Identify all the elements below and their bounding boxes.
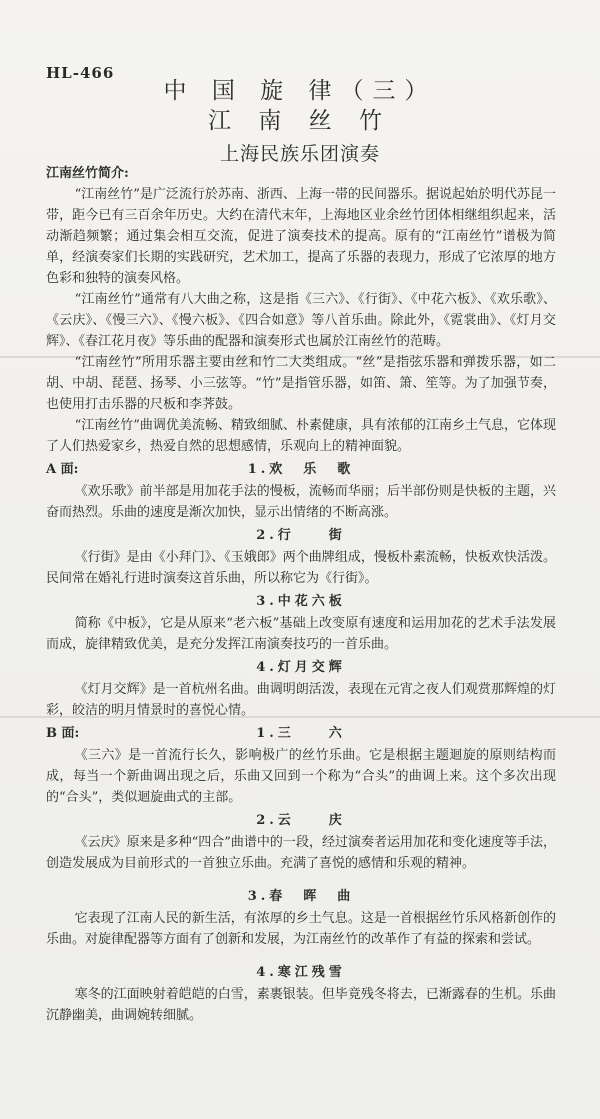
track-description: 《云庆》原来是多种“四合”曲谱中的一段，经过演奏者运用加花和变化速度等手法，创造发展成为目前形式的一首独立乐曲。充满了喜悦的感情和乐观的精神。 [46,835,556,871]
side-a-label: A 面: [46,462,79,477]
track-title: 2.行 街 [256,528,346,543]
intro-paragraph: “江南丝竹”曲调优美流畅、精致细腻、朴素健康，具有浓郁的江南乡土气息，它体现了人们热爱家乡，热爱自然的思想感情，乐观向上的精神面貌。 [46,418,556,454]
side-b-label: B 面: [46,726,80,741]
intro-heading: 江南丝竹简介: [46,166,129,181]
intro-paragraph: “江南丝竹”所用乐器主要由丝和竹二大类组成。“丝”是指弦乐器和弹拨乐器，如二胡、中胡、琵琶、扬琴、小三弦等。“竹”是指管乐器，如笛、箫、笙等。为了加强节奏，也使用打击乐器的尺板和李荠鼓。 [46,355,556,412]
album-title: 中 国 旋 律（三） [163,78,437,104]
track-description: 简称《中板》，它是从原来“老六板”基础上改变原有速度和运用加花的艺术手法发展而成，旋律精致优美，是充分发挥江南演奏技巧的一首乐曲。 [46,616,556,652]
catalog-number: HL-466 [46,64,115,82]
track-description: 它表现了江南人民的新生活，有浓厚的乡土气息。这是一首根据丝竹乐风格新创作的乐曲。对旋律配器等方面有了创新和发展，为江南丝竹的改革作了有益的探索和尝试。 [46,911,556,947]
track-description: 《行街》是由《小拜门》、《玉娥郎》两个曲牌组成，慢板朴素流畅，快板欢快活泼。民间常在婚礼行进时演奏这首乐曲，所以称它为《行街》。 [46,550,556,586]
track-title: 1.三 六 [256,726,346,741]
track-description: 寒冬的江面映射着皑皑的白雪，素裹银装。但毕竟残冬将去，已渐露春的生机。乐曲沉静幽美，曲调婉转细腻。 [46,987,556,1023]
performer-line: 上海民族乐团演奏 [219,143,380,165]
album-subtitle: 江 南 丝 竹 [208,108,392,134]
spacer [46,950,556,960]
track-title: 4.寒江残雪 [256,965,346,980]
intro-paragraph: “江南丝竹”通常有八大曲之称，这是指《三六》、《行街》、《中花六板》、《欢乐歌》、《云庆》、《慢三六》、《慢六板》、《四合如意》等八首乐曲。除此外，《霓裳曲》、《灯月交辉》、《春江花月夜》等乐曲的配器和演奏形式也属於江南丝竹的范畴。 [46,292,556,349]
track-title: 3.春 晖 曲 [247,889,355,904]
track-title: 2.云 庆 [256,813,346,828]
track-description: 《灯月交辉》是一首杭州名曲。曲调明朗活泼，表现在元宵之夜人们观赏那辉煌的灯彩，皎洁的明月情景时的喜悦心情。 [46,682,556,718]
track-title: 1.欢 乐 歌 [247,462,355,477]
intro-paragraph: “江南丝竹”是广泛流行於苏南、浙西、上海一帯的民间器乐。据说起始於明代苏昆一带，距今已有三百余年历史。大约在清代末年，上海地区业余丝竹团体相继组织起来，活动渐趋频繁；通过集会相互交流，促进了演奏技术的提高。原有的“江南丝竹”谱极为简单，经演奏家们长期的实践研究，艺术加工，提高了乐器的表现力，形成了它浓厚的地方色彩和独特的演奏风格。 [46,187,556,286]
side-b-header [46,723,556,745]
track-title: 4.灯月交辉 [256,660,346,675]
side-a-header [46,459,556,481]
track-title: 3.中花六板 [256,594,346,609]
track-description: 《欢乐歌》前半部是用加花手法的慢板，流畅而华丽；后半部份则是快板的主题，兴奋而热烈。乐曲的速度是渐次加快，显示出情绪的不断高涨。 [46,484,556,520]
spacer [46,874,556,884]
track-description: 《三六》是一首流行长久，影响极广的丝竹乐曲。它是根据主题迴旋的原则结构而成，每当一个新曲调出现之后，乐曲又回到一个称为“合头”的曲调上来。这个多次出现的“合头”，类似迴旋曲式的主部。 [46,748,556,805]
notes-body [46,163,556,1026]
